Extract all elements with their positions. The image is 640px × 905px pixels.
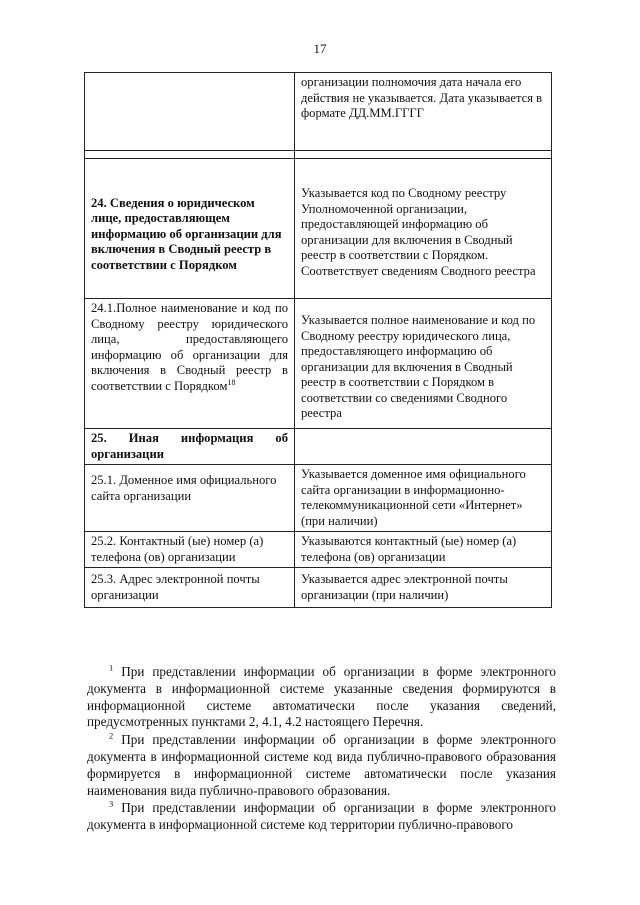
footnote xyxy=(87,664,556,731)
table-cell-left: 25.1. Доменное имя официального сайта организации xyxy=(85,465,295,532)
footnote-mark: 2 xyxy=(109,730,114,741)
table-cell-left: 25. Иная информация об организации xyxy=(85,429,295,465)
table-cell-right: Указывается адрес электронной почты организации (при наличии) xyxy=(295,568,552,608)
table-cell-right: Указываются контактный (ые) номер (а) телефона (ов) организации xyxy=(295,532,552,568)
table-cell-left xyxy=(85,151,295,159)
table-cell-right: Указывается доменное имя официального сайта организации в информационно-телекоммуникационной сети «Интернет» (при наличии) xyxy=(295,465,552,532)
requirements-table xyxy=(84,72,552,608)
footnote xyxy=(87,732,556,799)
table-cell-left xyxy=(85,73,295,151)
page-number: 17 xyxy=(313,41,327,56)
table-cell-left: 25.3. Адрес электронной почты организации xyxy=(85,568,295,608)
table-cell-right xyxy=(295,429,552,465)
table-row xyxy=(85,151,552,159)
footnote-mark: 1 xyxy=(109,662,114,673)
table-cell-right: организации полномочия дата начала его действия не указывается. Дата указывается в формате ДД.ММ.ГГГГ xyxy=(295,73,552,151)
table-cell-left: 25.2. Контактный (ые) номер (а) телефона (ов) организации xyxy=(85,532,295,568)
table-cell-left xyxy=(85,299,295,429)
footnote-ref: 18 xyxy=(227,377,236,387)
table-row xyxy=(85,73,552,151)
footnote-mark: 3 xyxy=(109,798,114,809)
table-cell-left: 24. Сведения о юридическом лице, предоставляющем информацию об организации для включения в Сводный реестр в соответствии с Порядком xyxy=(85,159,295,299)
footnote xyxy=(87,800,556,834)
table-row xyxy=(85,465,552,532)
table-row xyxy=(85,299,552,429)
cell-text: 24.1.Полное наименование и код по Сводному реестру юридического лица, предоставляющего информацию об организации для включения в Сводный реестр в соответствии с Порядком xyxy=(91,301,288,393)
footnote-text: При представлении информации об организации в форме электронного документа в информационной системе код территории публично-правового xyxy=(87,800,557,833)
footnote-text: При представлении информации об организации в форме электронного документа в информационной системе код вида публично-правового образования формируется в информационной системе автоматически после указания наименования вида публично-правового образования. xyxy=(87,732,557,798)
table-cell-right: Указывается полное наименование и код по Сводному реестру юридического лица, предоставляющего информацию об организации для включения в Сводный реестр в соответствии с Порядком в соответствии со сведениями Сводного реестра xyxy=(295,299,552,429)
table-cell-right xyxy=(295,151,552,159)
table-row xyxy=(85,532,552,568)
table-row xyxy=(85,568,552,608)
footnote-text: При представлении информации об организации в форме электронного документа в информационной системе указанные сведения формируются в информационной системе автоматически после указания сведений, предусмотренных пунктами 2, 4.1, 4.2 настоящего Перечня. xyxy=(87,664,557,730)
table-cell-right: Указывается код по Сводному реестру Уполномоченной организации, предоставляющей информацию об организации для включения в Сводный реестр в соответствии с Порядком. Соответствует сведениям Сводного реестра xyxy=(295,159,552,299)
table-row xyxy=(85,429,552,465)
table-row xyxy=(85,159,552,299)
footnotes xyxy=(87,664,556,834)
